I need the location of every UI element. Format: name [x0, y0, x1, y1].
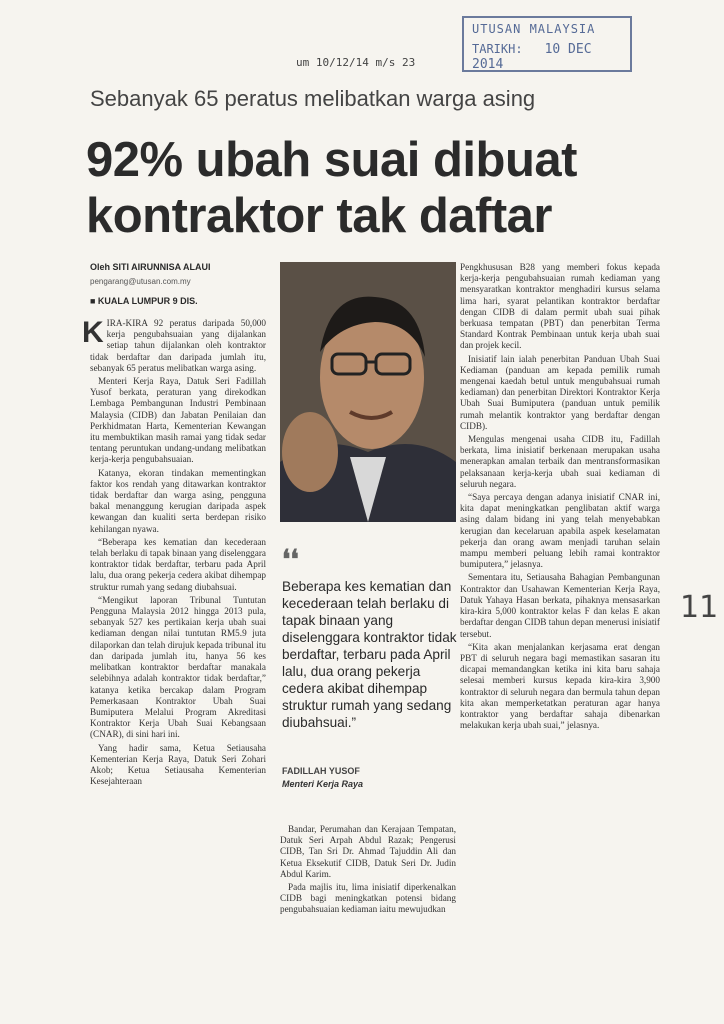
- portrait-illustration: [280, 262, 456, 522]
- paragraph: Yang hadir sama, Ketua Setiausaha Kementerian Kerja Raya, Datuk Seri Zohari Akob; Ketua Setiausaha Kementerian Kesejahteraan: [90, 742, 266, 787]
- stamp-tarikh-label: TARIKH:: [472, 42, 523, 56]
- headline: [86, 132, 577, 244]
- paragraph: Inisiatif lain ialah penerbitan Panduan Ubah Suai Kediaman (panduan am kepada pemilik rumah mengenai kaedah betul untuk mengubahsuai rumah kediaman) dan penerbitan Direktori Kontraktor Kerja Ubah Suai Bumiputera (panduan untuk pemilik rumah melantik kontraktor yang berdaftar dengan CIDB).: [460, 353, 660, 431]
- paragraph: IRA-KIRA 92 peratus daripada 50,000 kerja pengubahsuaian yang dijalankan setiap tahun dijalankan oleh kontraktor tidak berdaftar dan daripada jumlah itu, sebanyak 65 peratus melibatkan warga asing.: [90, 318, 266, 373]
- paragraph: Menteri Kerja Raya, Datuk Seri Fadillah Yusof berkata, peraturan yang direkodkan Lembaga Pembangunan Industri Pembinaan Malaysia (CIDB) dan Jabatan Penilaian dan Perkhidmatan Harta, Kementerian Kewangan itu membuktikan masih ramai yang tidak sedar tentang peruntukan undang-undang melibatkan kerja-kerja pengubahsuaian.: [90, 376, 266, 465]
- paragraph: Pada majlis itu, lima inisiatif diperkenalkan CIDB bagi meningkatkan potensi bidang pengubahsuaian kediaman iaitu mewujudkan: [280, 882, 456, 915]
- paragraph: “Kita akan menjalankan kerjasama erat dengan PBT di seluruh negara bagi memastikan sasaran itu dicapai memandangkan ketika ini kita baru sahaja selesai memberi kursus kepada kira-kira 3,900 kontraktor di seluruh negara dan bermula tahun depan kita akan memperketatkan peraturan agar hanya kontraktor yang berdaftar sahaja dibenarkan melakukan kerja ubah suai,” jelasnya.: [460, 641, 660, 731]
- paragraph: “Saya percaya dengan adanya inisiatif CNAR ini, kita dapat meningkatkan penglibatan aktif warga asing dalam bidang ini yang telah menyebabkan kerugian dan kecelaruan apabila aspek keselamatan pekerja dan orang awam menjadi taruhan selain mampu memberi peluang lebih ramai kontraktor bumiputera,” jelasnya.: [460, 492, 660, 570]
- paragraph: Sementara itu, Setiausaha Bahagian Pembangunan Kontraktor dan Usahawan Kementerian Kerja Raya, Datuk Yahaya Hasan berkata, pihaknya mensasarkan kira-kira 5,000 kontraktor kelas F dan kelas E akan berdaftar dengan CIDB tahun depan menerusi inisiatif tersebut.: [460, 572, 660, 639]
- headline-line-2: kontraktor tak daftar: [86, 189, 553, 243]
- stamp-publication: UTUSAN MALAYSIA: [472, 22, 596, 36]
- dateline: ■ KUALA LUMPUR 9 DIS.: [90, 296, 198, 306]
- byline-email: pengarang@utusan.com.my: [90, 277, 191, 286]
- article-column-3: [460, 262, 660, 942]
- kicker: Sebanyak 65 peratus melibatkan warga asing: [90, 86, 536, 111]
- byline: Oleh SITI AIRUNNISA ALAUI: [90, 262, 211, 272]
- paragraph: Pengkhususan B28 yang memberi fokus kepada kerja-kerja pengubahsuaian rumah kediaman yang mensyaratkan kontraktor menghadiri kursus selama lima hari, syarat pelantikan kontraktor berdaftar dengan CIDB di dalam permit ubah suai pihak berkuasa tempatan (PBT) dan penerbitan Terma Standard Kontrak Pembinaan untuk kerja ubah suai dan projek kecil.: [460, 262, 660, 351]
- drop-cap: K: [82, 316, 104, 349]
- margin-handwritten-mark: 11: [680, 590, 719, 625]
- stamp-date: 10 DEC 2014: [472, 42, 592, 72]
- handwritten-code: um 10/12/14 m/s 23: [296, 56, 416, 69]
- paragraph: Mengulas mengenai usaha CIDB itu, Fadillah berkata, lima inisiatif berkenaan merupakan usaha menerapkan amalan terbaik dan mentransformasikan pelaksanaan kerja-kerja ubah suai kediaman di seluruh negara.: [460, 434, 660, 489]
- paragraph: Katanya, ekoran tindakan mementingkan faktor kos rendah yang ditawarkan kontraktor tidak berdaftar dan warga asing, pengguna bakal menanggung kerugian daripada aspek kewangan dan kualiti serta berdepan risiko kehilangan nyawa.: [90, 467, 266, 534]
- quote-icon: ❛❛: [282, 544, 299, 574]
- pull-quote-name: FADILLAH YUSOF: [282, 766, 360, 776]
- pull-quote-role: Menteri Kerja Raya: [282, 779, 364, 789]
- date-stamp: [462, 16, 632, 72]
- article-column-1: [82, 316, 266, 943]
- minister-photo: [280, 262, 456, 522]
- pull-quote: Beberapa kes kematian dan kecederaan telah berlaku di tapak binaan yang diselenggara kontraktor tidak berdaftar, terbaru pada April lalu, dua orang pekerja cedera akibat dihempap struktur rumah yang sedang diubahsuai.”: [282, 579, 457, 730]
- article-column-2: [280, 824, 456, 944]
- paragraph: “Mengikut laporan Tribunal Tuntutan Pengguna Malaysia 2012 hingga 2013 pula, sebanyak 527 kes pertikaian kerja ubah suai kediaman dengan nilai tuntutan RM5.9 juta dilaporkan dan telah dirujuk kepada tribunal itu dan daripada jumlah itu, hanya 56 kes melibatkan kontraktor berdaftar manakala selebihnya adalah kontraktor tidak berdaftar,” katanya ketika bercakap dalam Program Pemerkasaan Kontraktor Ubah Suai Bumiputera Melalui Program Akreditasi Kontraktor Kerja Ubah Suai Kebangsaan (CNAR), di sini hari ini.: [90, 594, 266, 740]
- paragraph: Bandar, Perumahan dan Kerajaan Tempatan, Datuk Seri Arpah Abdul Razak; Pengerusi CIDB, Tan Sri Dr. Ahmad Tajuddin Ali dan Ketua Eksekutif CIDB, Datuk Seri Dr. Judin Abdul Karim.: [280, 824, 456, 879]
- headline-line-1: 92% ubah suai dibuat: [86, 133, 577, 187]
- paragraph: “Beberapa kes kematian dan kecederaan telah berlaku di tapak binaan yang diselenggara kontraktor tidak berdaftar, terbaru pada April lalu, dua orang pekerja cedera akibat dihempap struktur rumah yang sedang diubahsuai.: [90, 536, 266, 592]
